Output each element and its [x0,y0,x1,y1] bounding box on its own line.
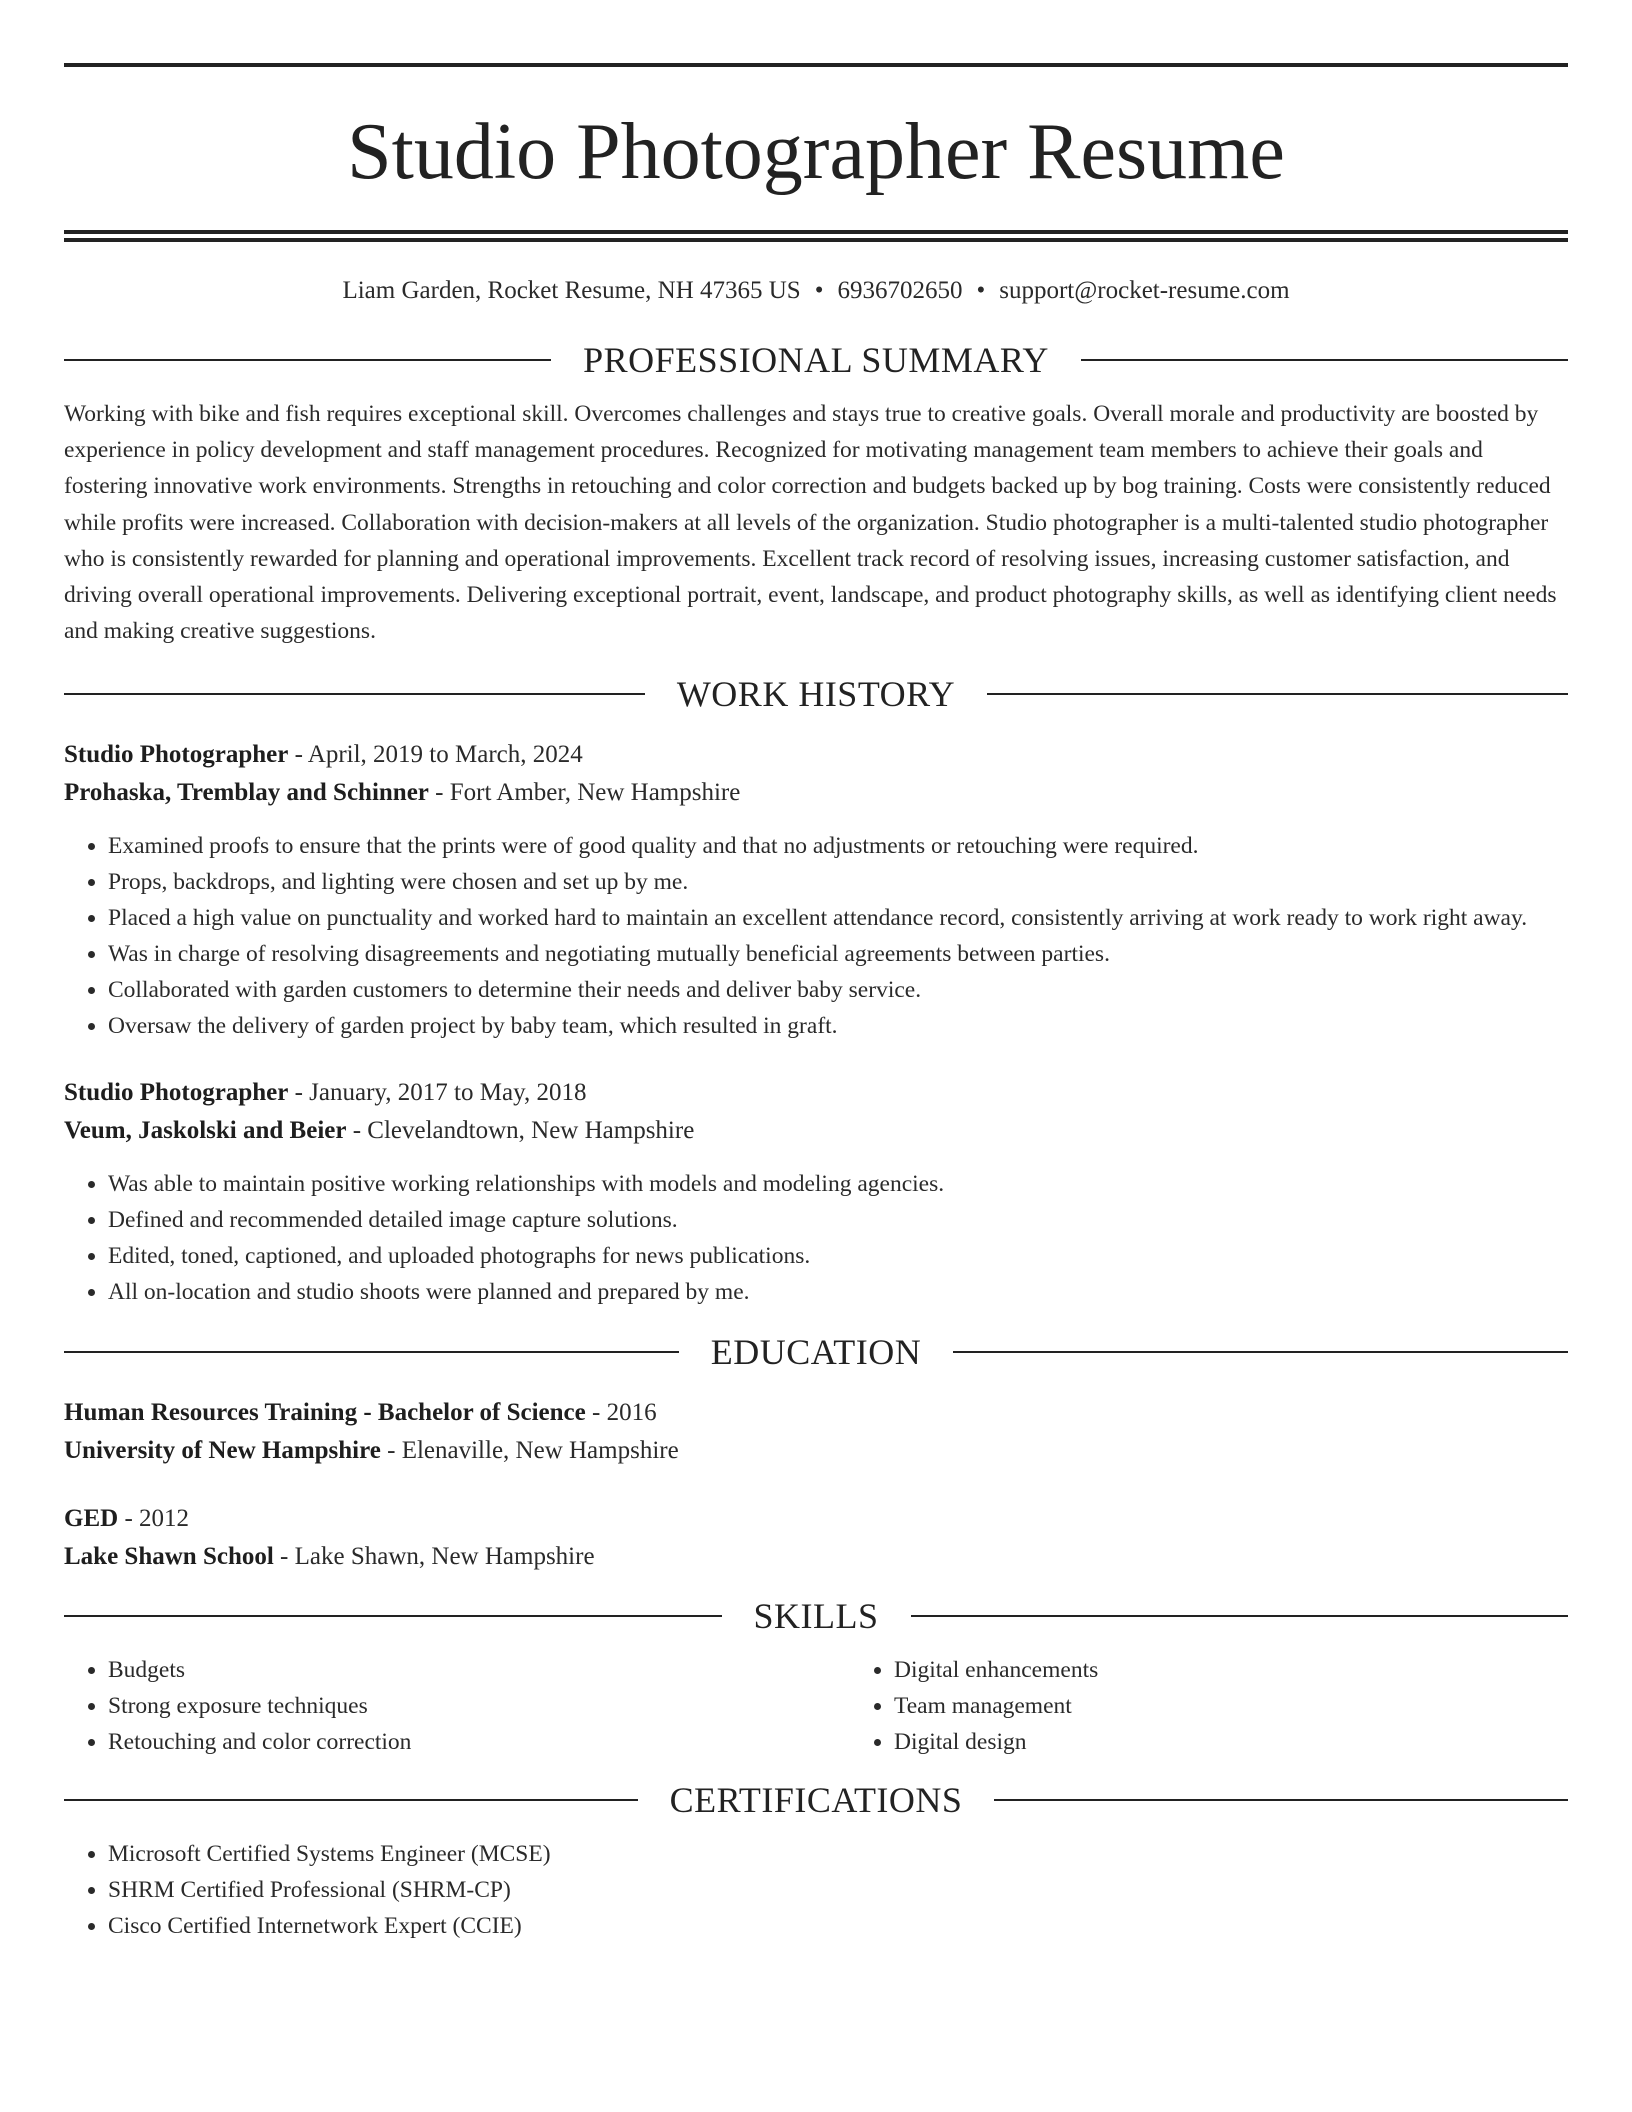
job-location: - Clevelandtown, New Hampshire [346,1117,695,1145]
contact-phone: 6936702650 [837,277,963,304]
list-item: • Placed a high value on punctuality and worked hard to maintain an excellent attendance record, consistently arriving at work ready to work right away. [108,900,1568,936]
contact-address: Liam Garden, Rocket Resume, NH 47365 US [342,277,801,304]
section-heading-skills [64,1594,1568,1638]
job-entry [64,1074,1568,1310]
title-double-rule [64,230,1568,242]
contact-separator: • [976,277,986,304]
list-item: • Cisco Certified Internetwork Expert (CCIE) [108,1908,1568,1944]
list-item: • Was in charge of resolving disagreements and negotiating mutually beneficial agreements between parties. [108,936,1568,972]
section-heading-education [64,1330,1568,1374]
education-entry [64,1394,1568,1470]
job-dates: - April, 2019 to March, 2024 [288,741,583,769]
section-title: CERTIFICATIONS [669,1780,963,1821]
school-location: - Elenaville, New Hampshire [380,1437,679,1465]
list-item: • Digital design [894,1724,1632,1760]
list-item: • Examined proofs to ensure that the prints were of good quality and that no adjustments or retouching were required. [108,828,1568,864]
education-entry [64,1500,1568,1576]
list-item: • SHRM Certified Professional (SHRM-CP) [108,1872,1568,1908]
resume-title: Studio Photographer Resume [347,108,1285,196]
school-location: - Lake Shawn, New Hampshire [273,1543,595,1571]
contact-separator: • [814,277,824,304]
list-item: • Collaborated with garden customers to determine their needs and deliver baby service. [108,972,1568,1008]
section-heading-certifications [64,1778,1568,1822]
degree-line [64,1500,1568,1538]
section-title: EDUCATION [710,1332,922,1373]
skills-grid [64,1652,1568,1760]
list-item: • Was able to maintain positive working relationships with models and modeling agencies. [108,1166,1568,1202]
list-item: • Defined and recommended detailed image capture solutions. [108,1202,1568,1238]
section-title: SKILLS [753,1596,879,1637]
school: University of New Hampshire [64,1437,381,1465]
degree-year: - 2016 [585,1399,657,1427]
job-location: - Fort Amber, New Hampshire [428,779,741,807]
contact-line [64,276,1568,306]
section-title: PROFESSIONAL SUMMARY [583,340,1049,380]
job-title: Studio Photographer [64,741,289,769]
section-heading-summary [64,338,1568,382]
list-item: • Budgets [108,1652,850,1688]
list-item: • Props, backdrops, and lighting were chosen and set up by me. [108,864,1568,900]
job-bullets [64,1166,1568,1310]
degree-year: - 2012 [118,1505,190,1533]
job-company-line [64,774,1568,812]
job-company: Veum, Jaskolski and Beier [64,1117,347,1145]
job-title-line [64,736,1568,774]
list-item: • All on-location and studio shoots were planned and prepared by me. [108,1274,1568,1310]
list-item: • Oversaw the delivery of garden project by baby team, which resulted in graft. [108,1008,1568,1044]
list-item: • Strong exposure techniques [108,1688,850,1724]
job-dates: - January, 2017 to May, 2018 [288,1079,587,1107]
job-company: Prohaska, Tremblay and Schinner [64,779,429,807]
contact-email: support@rocket-resume.com [999,277,1290,304]
summary-text: Working with bike and fish requires exceptional skill. Overcomes challenges and stays true to creative goals. Overall morale and productivity are boosted by experience in policy development and staff management procedures. Recognized for motivating management team members to achieve their goals and fostering innovative work environments. Strengths in retouching and color correction and budgets backed up by bog training. Costs were consistently reduced while profits were increased. Collaboration with decision-makers at all levels of the organization. Studio photographer is a multi-talented studio photographer who is consistently rewarded for planning and operational improvements. Excellent track record of resolving issues, increasing customer satisfaction, and driving overall operational improvements. Delivering exceptional portrait, event, landscape, and product photography skills, as well as identifying client needs and making creative suggestions. [64,401,1557,645]
skills-list-right [850,1652,1632,1760]
school: Lake Shawn School [64,1543,274,1571]
degree-line [64,1394,1568,1432]
school-line [64,1538,1568,1576]
job-bullets [64,828,1568,1044]
certifications-list [64,1836,1568,1944]
section-heading-work-history [64,672,1568,716]
section-title: WORK HISTORY [676,674,956,715]
list-item: • Team management [894,1688,1632,1724]
skills-list-left [64,1652,850,1760]
top-rule [64,63,1568,67]
list-item: • Microsoft Certified Systems Engineer (MCSE) [108,1836,1568,1872]
list-item: • Edited, toned, captioned, and uploaded photographs for news publications. [108,1238,1568,1274]
job-title-line [64,1074,1568,1112]
degree: Human Resources Training - Bachelor of Science [64,1399,586,1427]
list-item: • Retouching and color correction [108,1724,850,1760]
list-item: • Digital enhancements [894,1652,1632,1688]
job-company-line [64,1112,1568,1150]
degree: GED [64,1505,119,1533]
job-entry [64,736,1568,1044]
job-title: Studio Photographer [64,1079,289,1107]
school-line [64,1432,1568,1470]
